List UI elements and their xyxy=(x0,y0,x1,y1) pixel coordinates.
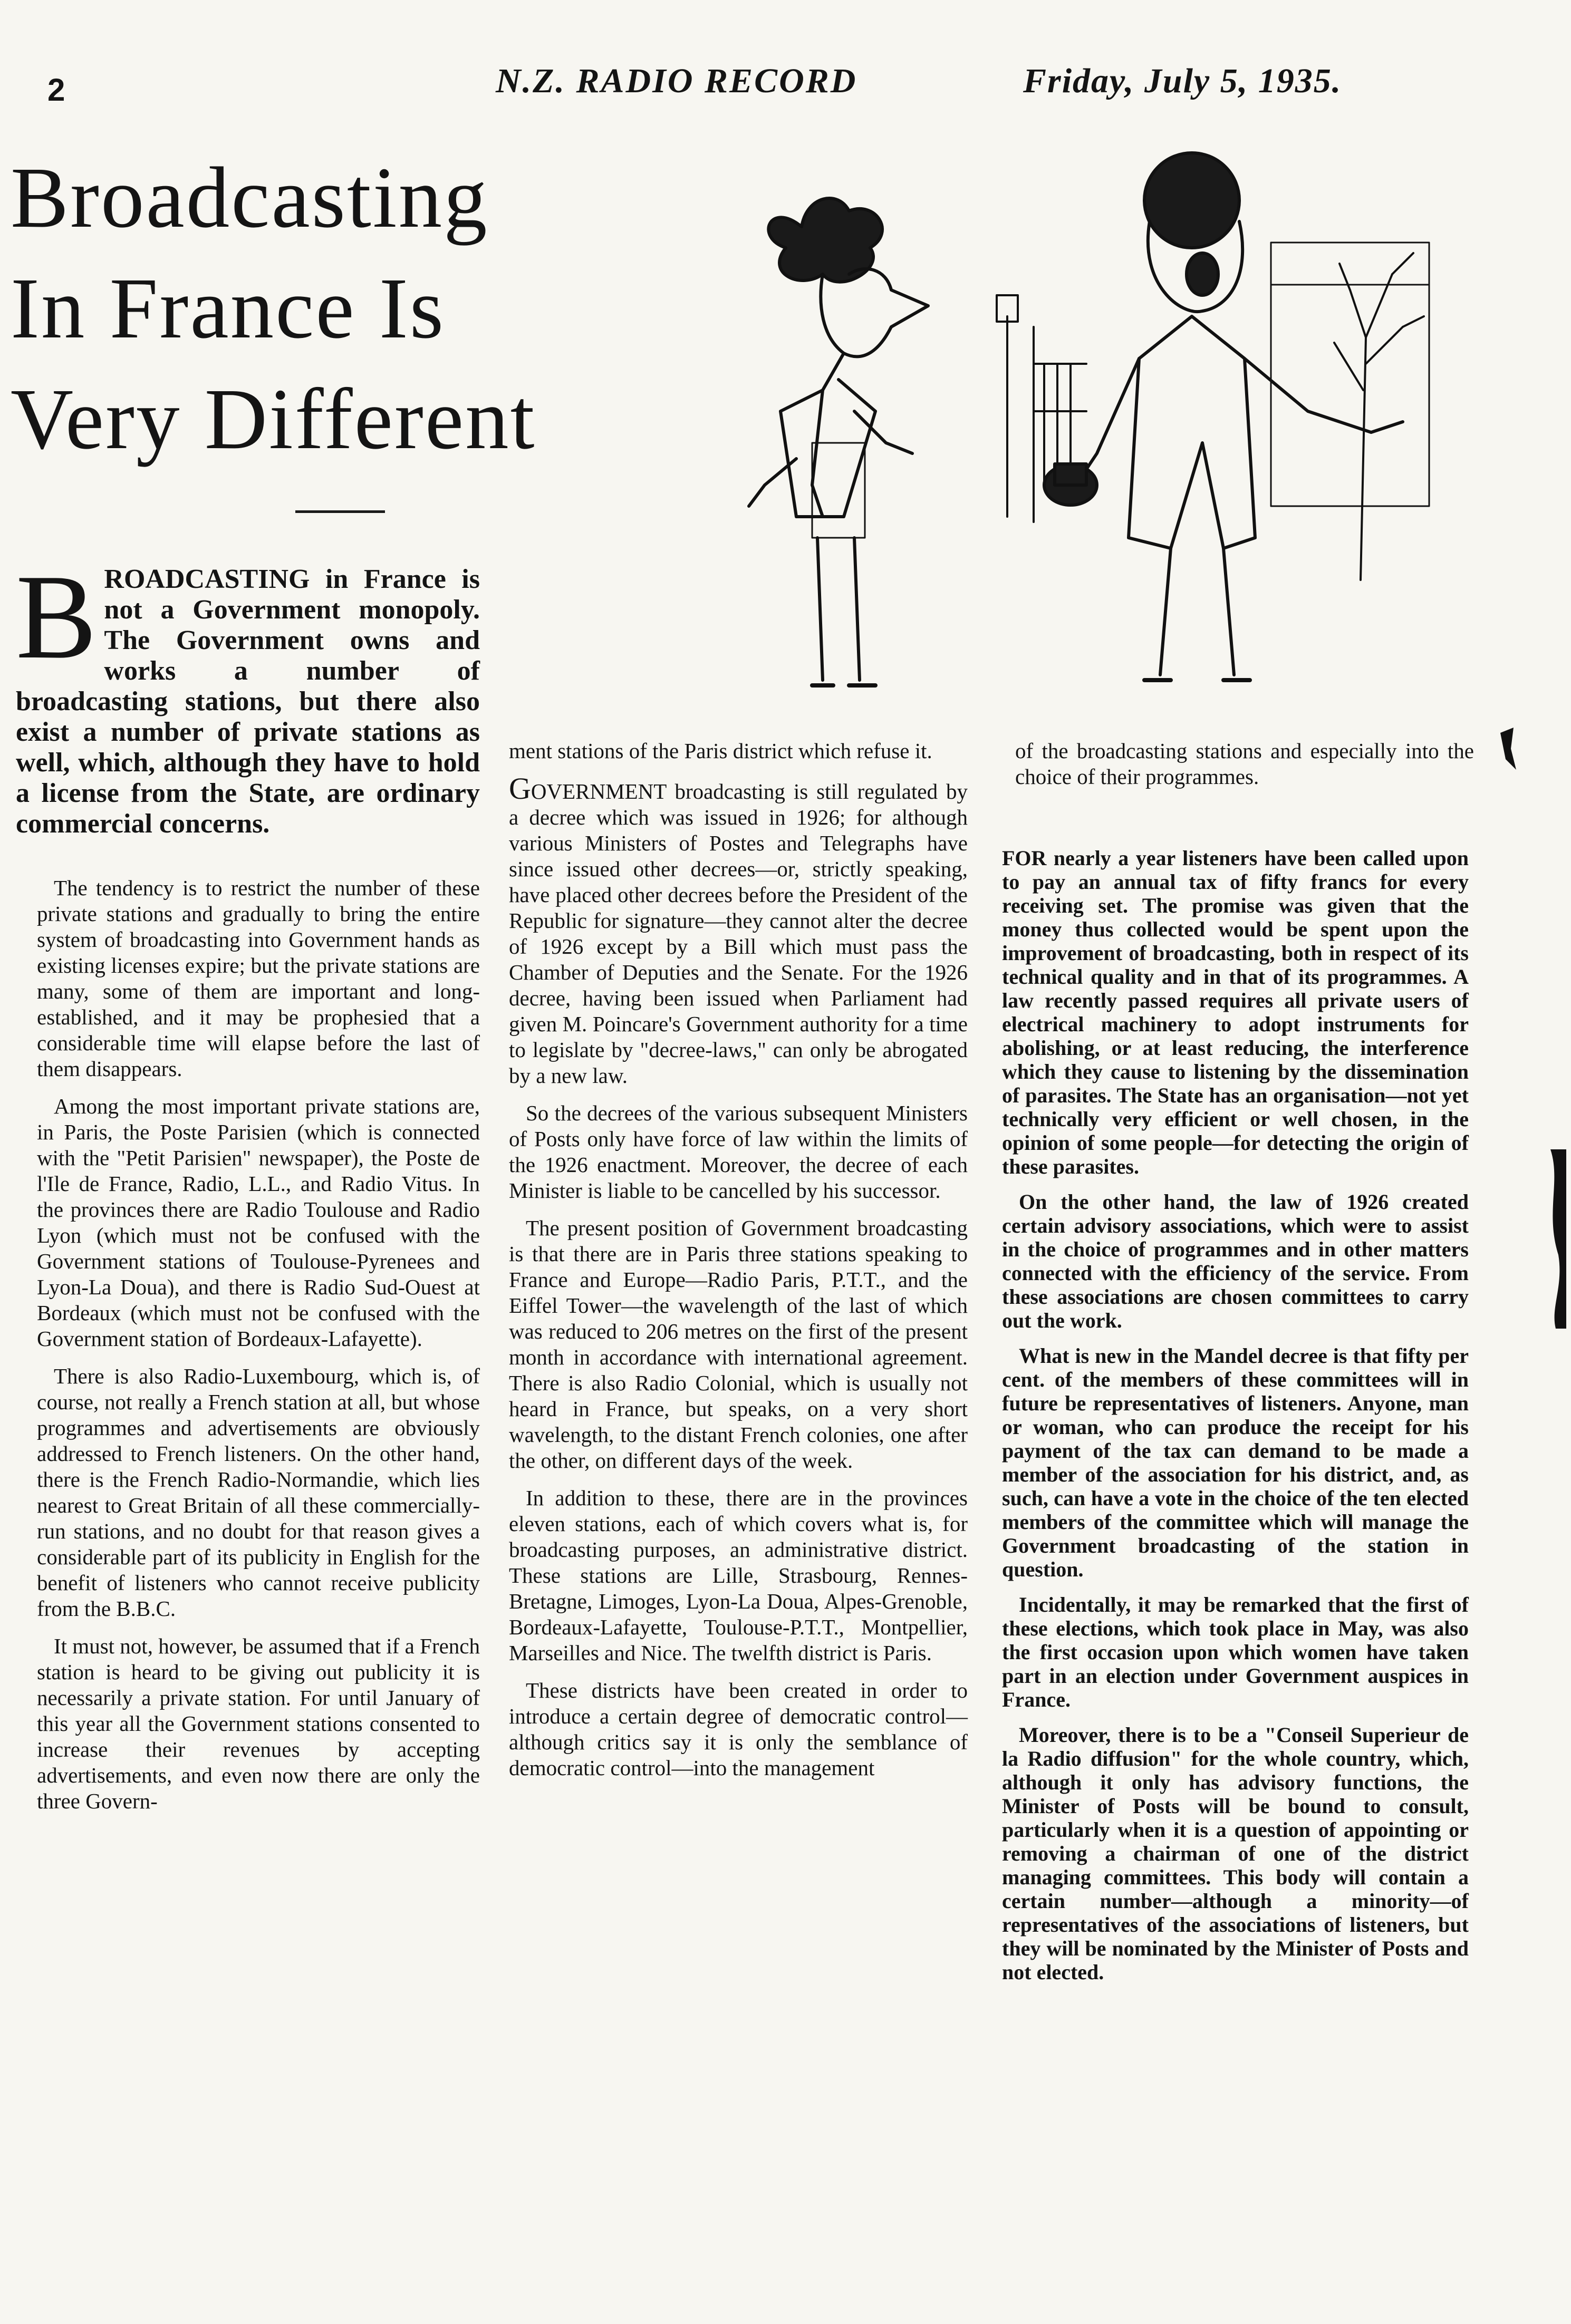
paragraph: So the decrees of the various subsequent Ministers of Posts only have force of law within the limits of the 1926 enactment. Moreover, the decree of each Minister is liable to be cancelled by his successor. xyxy=(509,1101,968,1203)
paragraph: FOR nearly a year listeners have been called upon to pay an annual tax of fifty francs for every receiving set. The promise was given that the money thus collected would be spent upon the improvement of broadcasting, both in respect of its technical quality and in that of its programmes. A law recently passed requires all private users of electrical machinery to adopt instruments for abolishing, or at least reducing, the interference which they cause to listening by the dissemination of parasites. The State has an organisation—not yet technically very efficient or well chosen, in the opinion of some people—for detecting the origin of these parasites. xyxy=(1002,846,1469,1178)
paragraph: What is new in the Mandel decree is that fifty per cent. of the members of these committees will in future be representatives of listeners. Anyone, man or woman, who can produce the receipt for his payment of the tax can demand to be made a member of the association for his district, and, as such, can have a vote in the choice of the ten elected members of the committee which will manage the Government broadcasting of the station in question. xyxy=(1002,1344,1469,1581)
right-figure xyxy=(1044,153,1403,680)
article-lead xyxy=(16,549,480,839)
headline-line-3: Very Different xyxy=(11,371,536,467)
paragraph: The tendency is to restrict the number of these private stations and gradually to bring the entire system of broadcasting into Government hands as existing licenses expire; but the private stations are many, some of them are important and long-established, and it may be prophesied that a considerable time will elapse before the last of them disappears. xyxy=(37,876,480,1081)
article-column-2 xyxy=(509,738,968,1793)
tree-sketch xyxy=(1271,243,1429,580)
paragraph: GOVERNMENT broadcasting is still regulated by a decree which was issued in 1926; for although various Ministers of Postes and Telegraphs have since issued other decrees—or, strictly speaking, have placed other decrees before the President of the Republic for signature—they cannot alter the decree of 1926 except by a Bill which must pass the Chamber of Deputies and the Senate. For the 1926 decree, having been issued when Parliament had given M. Poincare's Government authority for a time to legislate by "decree-laws," can only be abrogated by a new law. xyxy=(509,771,968,1088)
paragraph: Moreover, there is to be a "Conseil Superieur de la Radio diffusion" for the whole country, which, although it only has advisory functions, the Minister of Posts will be bound to consult, particularly when it is a question of appointing or removing a chairman of one of the district managing committees. This body will contain a certain number—although a minority—of representatives of the associations of listeners, but they will be nominated by the Minister of Posts and not elected. xyxy=(1002,1723,1469,1984)
lead-text: ROADCASTING in France is not a Government monopoly. The Government owns and works a number of broadcasting stations, but there also exist a number of private stations as well, which, although they have to hold a license from the State, are ordinary commercial concerns. xyxy=(16,564,480,839)
publication-title: N.Z. RADIO RECORD xyxy=(496,62,857,100)
margin-ink-mark xyxy=(1498,728,1519,770)
paragraph: On the other hand, the law of 1926 created certain advisory associations, which were to assist in the choice of programmes and in other matters connected with the efficiency of the service. From these associations are chosen committees to carry out the work. xyxy=(1002,1190,1469,1332)
paragraph: Incidentally, it may be remarked that the first of these elections, which took place in May, was also the first occasion upon which women have taken part in an election under Government auspices in France. xyxy=(1002,1593,1469,1711)
page-number: 2 xyxy=(47,72,65,108)
headline xyxy=(11,142,675,475)
masthead xyxy=(37,51,1440,114)
article-column-3 xyxy=(1002,846,1469,1996)
paragraph: ment stations of the Paris district which refuse it. xyxy=(509,739,932,763)
paragraph: Among the most important private stations are, in Paris, the Poste Parisien (which is connected with the "Petit Parisien" newspaper), the Poste de l'Ile de France, Radio, L.L., and Radio Vitus. In the provinces there are Radio Toulouse and Radio Lyon (which must not be confused with the Government stations of Toulouse-Pyrenees and Lyon-La Doua), and there is Radio Sud-Ouest at Bordeaux (which must not be confused with the Government station of Bordeaux-Lafayette). xyxy=(37,1094,480,1351)
headline-line-2: In France Is xyxy=(11,260,446,356)
headline-divider xyxy=(295,510,385,513)
drop-cap: B xyxy=(16,549,97,684)
paragraph: of the broadcasting stations and especially into the choice of their programmes. xyxy=(1015,739,1474,789)
headline-line-1: Broadcasting xyxy=(11,149,489,246)
margin-ink-mark xyxy=(1540,1149,1566,1329)
paragraph: There is also Radio-Luxembourg, which is, of course, not really a French station at all, but whose programmes and advertisements are obviously addressed to French listeners. On the other hand, there is the French Radio-Normandie, which lies nearest to Great Britain of all these commercially-run stations, and no doubt for that reason gives a considerable part of its publicity in English for the benefit of listeners who cannot receive publicity from the B.B.C. xyxy=(37,1364,480,1621)
paragraph: It must not, however, be assumed that if a French station is heard to be giving out publicity it is necessarily a private station. For until January of this year all the Government stations consented to increase their revenues by accepting advertisements, and even now there are only the three Govern- xyxy=(37,1634,480,1813)
paragraph: The present position of Government broadcasting is that there are in Paris three stations speaking to France and Europe—Radio Paris, P.T.T., and the Eiffel Tower—the wavelength of the last of which was reduced to 206 metres on the first of the present month in accordance with international agreement. There is also Radio Colonial, which is usually not heard in France, but speaks, on a very short wavelength, to the distant French colonies, one after the other, on different days of the week. xyxy=(509,1216,968,1473)
paragraph: These districts have been created in order to introduce a certain degree of democratic control—although critics say it is only the semblance of democratic control—into the management xyxy=(509,1678,968,1780)
paragraph: In addition to these, there are in the provinces eleven stations, each of which covers what is, for broadcasting purposes, an administrative district. These stations are Lille, Strasbourg, Rennes-Bretagne, Limoges, Lyon-La Doua, Alpes-Grenoble, Bordeaux-Lafayette, Toulouse-P.T.T., Montpellier, Marseilles and Nice. The twelfth district is Paris. xyxy=(509,1486,968,1665)
left-figure xyxy=(749,198,928,685)
article-column-3-continuation xyxy=(1015,738,1474,801)
issue-date: Friday, July 5, 1935. xyxy=(1023,62,1342,100)
article-column-1 xyxy=(37,875,480,1826)
cartoon-illustration xyxy=(664,116,1466,728)
